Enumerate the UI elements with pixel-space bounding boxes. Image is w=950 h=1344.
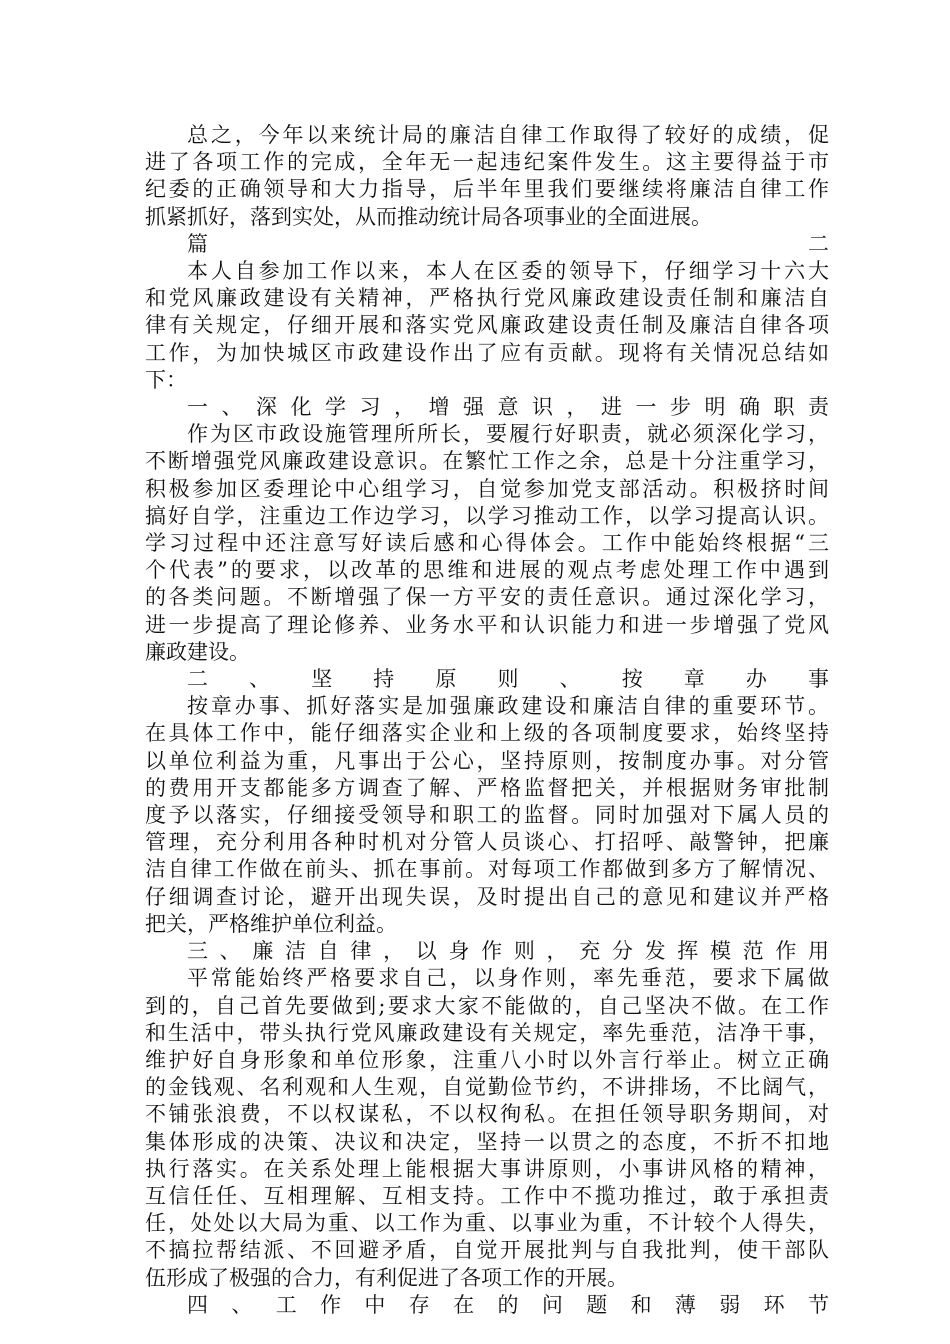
section-heading [145, 938, 829, 965]
text-line: 进了各项工作的完成，全年无一起违纪案件发生。这主要得益于市 [145, 150, 829, 175]
text-line: 下： [145, 367, 187, 392]
text-line: 不断增强党风廉政建设意识。在繁忙工作之余，总是十分注重学习， [145, 449, 829, 474]
paragraph [145, 258, 829, 394]
paragraph [145, 965, 829, 1291]
text-line: 积极参加区委理论中心组学习，自觉参加党支部活动。积极挤时间 [145, 476, 829, 501]
text-line: 进一步提高了理论修养、业务水平和认识能力和进一步增强了党风 [145, 612, 829, 637]
text-line: 总之，今年以来统计局的廉洁自律工作取得了较好的成绩，促 [187, 123, 829, 147]
text-line: 的各类问题。不断增强了保一方平安的责任意识。通过深化学习， [145, 585, 829, 610]
document-body [145, 122, 829, 1319]
text-line: 把关，严格维护单位利益。 [145, 911, 397, 936]
text-line: 按章办事、抓好落实是加强廉政建设和廉洁自律的重要环节。 [187, 694, 829, 719]
section-heading [145, 231, 829, 258]
text-line: 到的，自己首先要做到;要求大家不能做的，自己坚决不做。在工作 [145, 993, 829, 1018]
text-line: 抓紧抓好，落到实处，从而推动统计局各项事业的全面进展。 [145, 204, 712, 229]
text-line: 三、廉洁自律，以身作则，充分发挥模范作用 [187, 939, 829, 964]
text-line: 的费用开支都能多方调查了解、严格监督把关，并根据财务审批制 [145, 775, 829, 800]
text-line: 和生活中，带头执行党风廉政建设有关规定，率先垂范，洁净干事， [145, 1020, 829, 1045]
section-heading [145, 666, 829, 693]
text-line: 律有关规定，仔细开展和落实党风廉政建设责任制及廉洁自律各项 [145, 313, 829, 338]
text-line: 平常能始终严格要求自己，以身作则，率先垂范，要求下属做 [187, 966, 829, 991]
section-heading [145, 1292, 829, 1319]
document-page [145, 122, 829, 1319]
text-line: 执行落实。在关系处理上能根据大事讲原则，小事讲风格的精神， [145, 1156, 829, 1181]
paragraph [145, 421, 829, 666]
text-line: 的金钱观、名利观和人生观，自觉勤俭节约，不讲排场，不比阔气， [145, 1075, 829, 1100]
section-heading [145, 394, 829, 421]
text-line: 学习过程中还注意写好读后感和心得体会。工作中能始终根据“三 [145, 531, 829, 556]
paragraph [145, 122, 829, 231]
text-line: 洁自律工作做在前头、抓在事前。对每项工作都做到多方了解情况、 [145, 857, 829, 882]
text-line: 搞好自学，注重边工作边学习，以学习推动工作，以学习提高认识。 [145, 503, 829, 528]
text-line: 仔细调查讨论，避开出现失误，及时提出自己的意见和建议并严格 [145, 884, 829, 909]
text-line: 不铺张浪费，不以权谋私，不以权徇私。在担任领导职务期间，对 [145, 1102, 829, 1127]
text-line: 在具体工作中，能仔细落实企业和上级的各项制度要求，始终坚持 [145, 721, 829, 746]
text-line: 作为区市政设施管理所所长，要履行好职责，就必须深化学习， [187, 422, 829, 447]
text-line: 任，处处以大局为重、以工作为重、以事业为重，不计较个人得失， [145, 1211, 829, 1236]
text-line: 纪委的正确领导和大力指导，后半年里我们要继续将廉洁自律工作 [145, 177, 829, 202]
text-line: 篇二 [187, 231, 829, 256]
text-line: 伍形成了极强的合力，有利促进了各项工作的开展。 [145, 1265, 628, 1290]
text-line: 度予以落实，仔细接受领导和职工的监督。同时加强对下属人员的 [145, 803, 829, 828]
text-line: 以单位利益为重，凡事出于公心，坚持原则，按制度办事。对分管 [145, 748, 829, 773]
text-line: 管理，充分利用各种时机对分管人员谈心、打招呼、敲警钟，把廉 [145, 830, 829, 855]
text-line: 本人自参加工作以来，本人在区委的领导下，仔细学习十六大 [187, 259, 829, 284]
text-line: 维护好自身形象和单位形象，注重八小时以外言行举止。树立正确 [145, 1047, 829, 1072]
text-line: 二、坚持原则、按章办事 [187, 667, 829, 692]
paragraph [145, 693, 829, 938]
text-line: 个代表”的要求，以改革的思维和进展的观点考虑处理工作中遇到 [145, 558, 829, 583]
text-line: 不搞拉帮结派、不回避矛盾，自觉开展批判与自我批判，使干部队 [145, 1238, 829, 1263]
text-line: 廉政建设。 [145, 639, 250, 664]
text-line: 和党风廉政建设有关精神，严格执行党风廉政建设责任制和廉洁自 [145, 286, 829, 311]
text-line: 互信任任、互相理解、互相支持。工作中不揽功推过，敢于承担责 [145, 1183, 829, 1208]
text-line: 工作，为加快城区市政建设作出了应有贡献。现将有关情况总结如 [145, 340, 829, 365]
text-line: 四、工作中存在的问题和薄弱环节 [187, 1292, 829, 1317]
text-line: 一、深化学习，增强意识，进一步明确职责 [187, 395, 829, 420]
text-line: 集体形成的决策、决议和决定，坚持一以贯之的态度，不折不扣地 [145, 1129, 829, 1154]
